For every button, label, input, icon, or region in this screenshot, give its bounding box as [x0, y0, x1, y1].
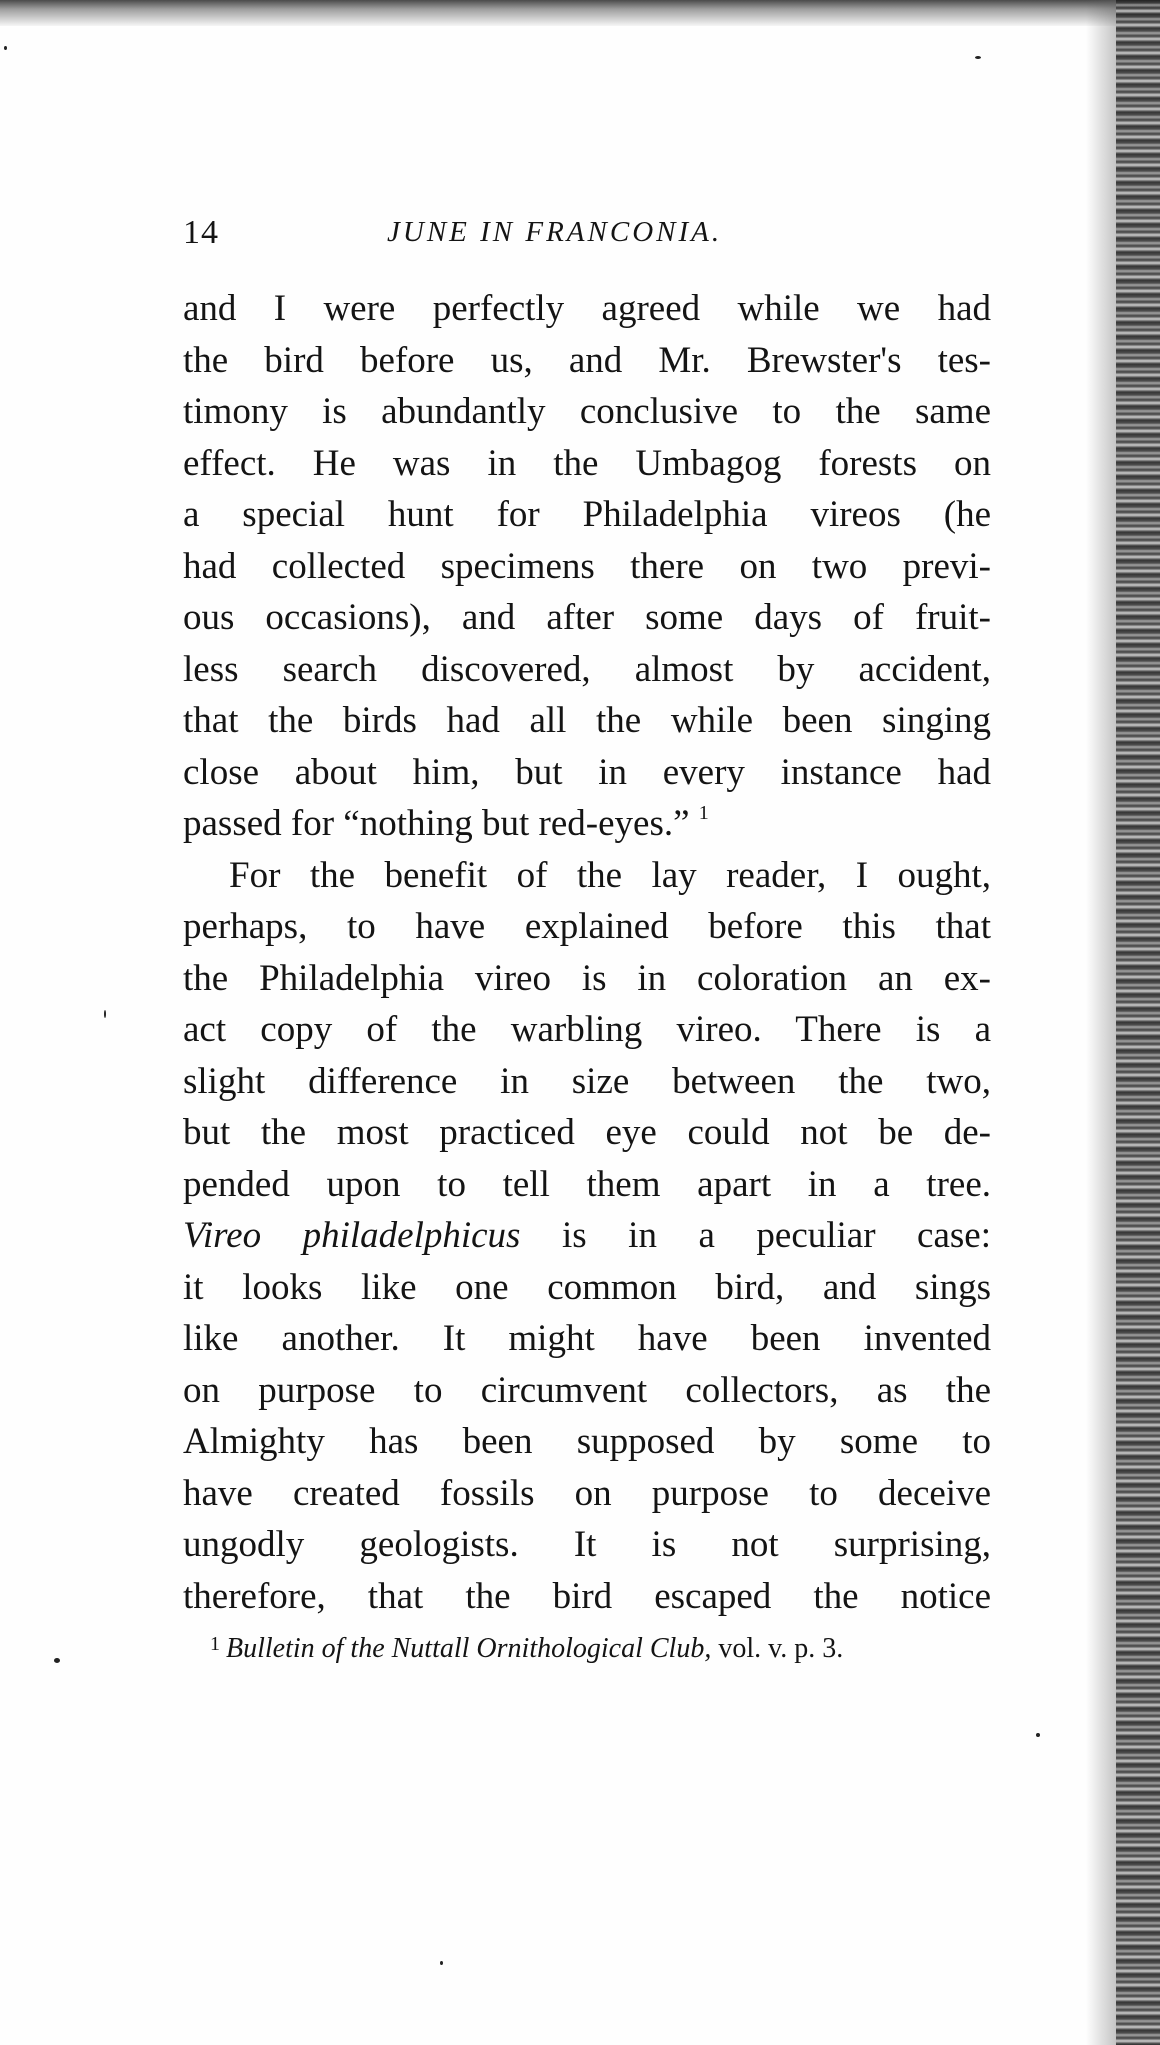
- footnote-mark: 1: [210, 1633, 220, 1655]
- text-line-species: [183, 1210, 991, 1262]
- text-line: had collected specimens there on two previ-: [183, 545, 991, 587]
- scan-speck: [975, 56, 981, 59]
- text-line: it looks like one common bird, and sings: [183, 1266, 991, 1308]
- text-line: have created fossils on purpose to deceive: [183, 1472, 991, 1514]
- text-line: that the birds had all the while been singing: [183, 700, 991, 741]
- text-line: pended upon to tell them apart in a tree.: [183, 1163, 991, 1205]
- text-line: slight difference in size between the two,: [183, 1060, 991, 1102]
- text-line: the Philadelphia vireo is in coloration an ex-: [183, 957, 991, 999]
- scan-speck: [4, 46, 7, 50]
- page-header: [183, 210, 983, 266]
- scan-speck: [104, 1010, 106, 1018]
- text-line: but the most practiced eye could not be de-: [183, 1112, 991, 1153]
- paragraph-first-line: For the benefit of the lay reader, I ought,: [229, 854, 991, 896]
- text-line: the bird before us, and Mr. Brewster's tes-: [183, 339, 991, 381]
- text-line-content: passed for “nothing but red-eyes.”: [183, 803, 690, 844]
- running-head: JUNE IN FRANCONIA.: [387, 216, 723, 248]
- text-line: and I were perfectly agreed while we had: [183, 288, 991, 329]
- page-number: 14: [183, 214, 219, 251]
- scan-shadow-fade: [1086, 0, 1116, 2045]
- scan-shadow-top: [0, 0, 1160, 26]
- text-line: therefore, that the bird escaped the notice: [183, 1575, 991, 1617]
- body-text: [183, 283, 991, 1622]
- text-line: close about him, but in every instance had: [183, 751, 991, 793]
- species-name: Vireo philadelphicus: [183, 1215, 521, 1256]
- scan-speck: [1036, 1733, 1040, 1737]
- text-line: timony is abundantly conclusive to the same: [183, 391, 991, 432]
- text-line: perhaps, to have explained before this that: [183, 906, 991, 947]
- text-line: less search discovered, almost by accident,: [183, 648, 991, 690]
- footnote: [210, 1633, 843, 1665]
- scan-speck: [54, 1658, 60, 1663]
- text-line: a special hunt for Philadelphia vireos (he: [183, 494, 991, 535]
- footnote-citation: vol. v. p. 3.: [711, 1633, 844, 1664]
- footnote-reference: 1: [698, 802, 709, 824]
- text-line: Almighty has been supposed by some to: [183, 1421, 991, 1462]
- text-line: act copy of the warbling vireo. There is a: [183, 1009, 991, 1050]
- text-line: ungodly geologists. It is not surprising,: [183, 1524, 991, 1565]
- text-line: effect. He was in the Umbagog forests on: [183, 442, 991, 484]
- text-line-with-footnote-ref: [183, 798, 991, 850]
- text-line: like another. It might have been invented: [183, 1318, 991, 1359]
- footnote-source-title: Bulletin of the Nuttall Ornithological Club,: [226, 1633, 712, 1664]
- text-line: on purpose to circumvent collectors, as the: [183, 1369, 991, 1411]
- scan-speck: [440, 1961, 443, 1965]
- text-line-rest: is in a peculiar case:: [520, 1215, 991, 1256]
- scan-edge-right: [1116, 0, 1160, 2045]
- text-line: ous occasions), and after some days of fruit-: [183, 597, 991, 638]
